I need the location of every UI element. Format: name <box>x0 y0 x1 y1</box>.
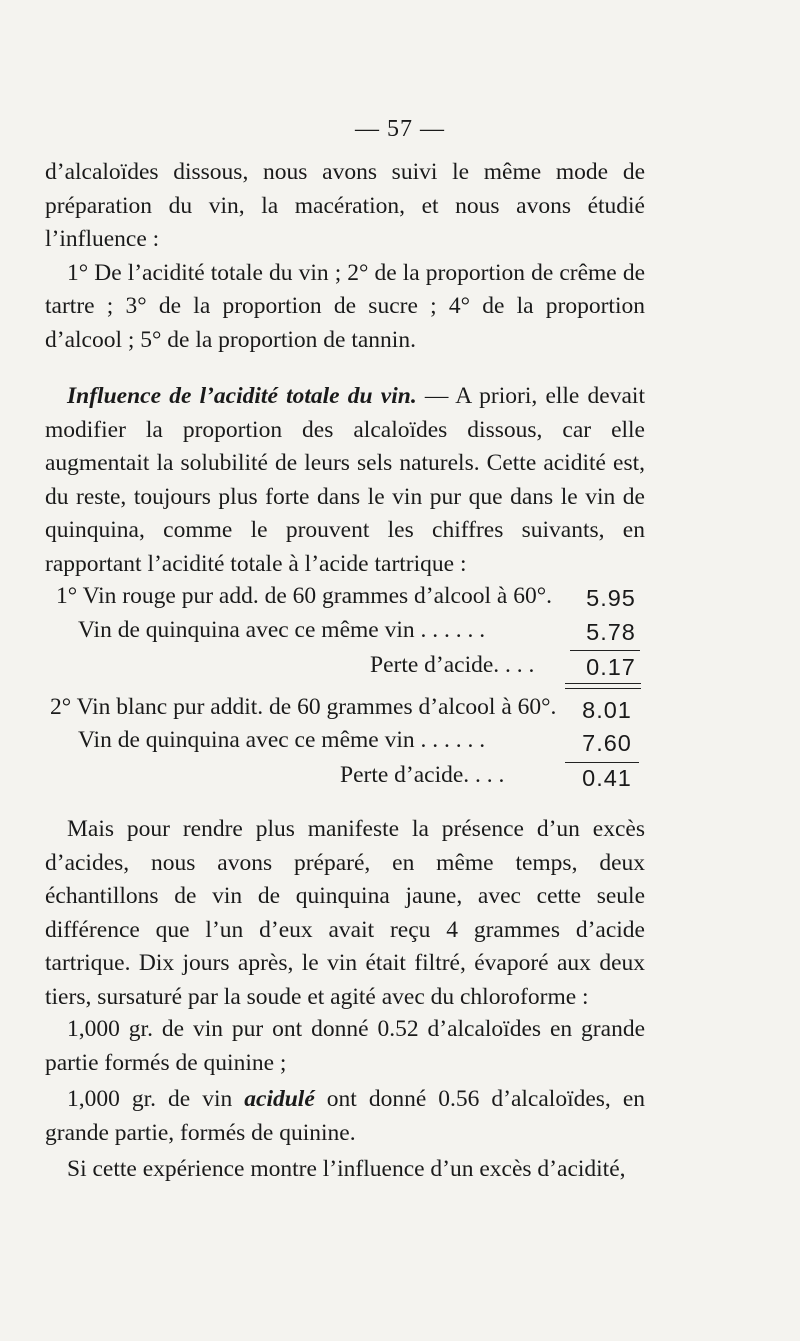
paragraph-list: 1° De l’acidité totale du vin ; 2° de la proportion de crême de tartre ; 3° de la proportion de sucre ; 4° de la proportion d’alcool ; 5° de la proportion de tannin. <box>45 259 645 353</box>
result-acidulated-part-1: 1,000 gr. de vin <box>67 1086 245 1112</box>
table-row-1-value: 5.95 <box>586 585 636 611</box>
sum-rule-2 <box>565 762 639 763</box>
table-row-3-value: 0.17 <box>586 654 636 680</box>
acidulated-term: acidulé <box>244 1086 315 1112</box>
table-row-6-label: Perte d’acide. . . . <box>340 762 505 788</box>
paragraph-result-acidulated <box>45 1083 645 1150</box>
page-number: — 57 — <box>355 116 445 142</box>
paragraph-result-pure: 1,000 gr. de vin pur ont donné 0.52 d’alcaloïdes en grande partie formés de quinine ; <box>45 1016 645 1076</box>
paragraph-acidity <box>45 380 645 581</box>
table-row-2-label: Vin de quinquina avec ce même vin . . . . . . <box>78 617 486 643</box>
paragraph-intro-text: d’alcaloïdes dissous, nous avons suivi le même mode de préparation du vin, la macération, et nous avons étudié l’influence : <box>45 159 645 252</box>
paragraph-experiment: Mais pour rendre plus manifeste la présence d’un excès d’acides, nous avons préparé, en même temps, deux échantillons de vin de quinquina jaune, avec cette seule différence que l’un d’eux avait reçu 4 grammes d’acide tartrique. Dix jours après, le vin était filtré, évaporé aux deux tiers, sursaturé par la soude et agité avec du chloroforme : <box>45 816 645 1010</box>
table-row-6-value: 0.41 <box>582 765 632 791</box>
result-acidulated-part-2: ont donné 0.56 d’alcaloïdes, en grande partie, formés de quinine. <box>45 1086 645 1146</box>
paragraph-acidity-body: — A priori, elle devait modifier la proportion des alcaloïdes dissous, car elle augmentait la solubilité de leurs sels naturels. Cette acidité est, du reste, toujours plus forte dans le vin pur que dans le vin de quinquina, comme le prouvent les chiffres suivants, en rapportant l’acidité totale à l’acide tartrique : <box>45 383 645 577</box>
double-rule-bottom <box>565 688 641 689</box>
table-row-5-label: Vin de quinquina avec ce même vin . . . . . . <box>78 727 486 753</box>
table-row-5-value: 7.60 <box>582 730 632 756</box>
double-rule-top <box>565 683 641 684</box>
paragraph-intro <box>45 156 645 357</box>
sum-rule <box>570 650 640 651</box>
table-row-3-label: Perte d’acide. . . . <box>370 652 535 678</box>
section-heading: Influence de l’acidité totale du vin. <box>67 383 417 409</box>
table-row-1-label: 1° Vin rouge pur add. de 60 grammes d’alcool à 60°. <box>56 583 552 609</box>
paragraph-conclusion-start: Si cette expérience montre l’influence d’un excès d’acidité, <box>67 1156 626 1182</box>
table-row-2-value: 5.78 <box>586 619 636 645</box>
table-row-4-label: 2° Vin blanc pur addit. de 60 grammes d’alcool à 60°. <box>50 694 557 720</box>
table-row-4-value: 8.01 <box>582 697 632 723</box>
